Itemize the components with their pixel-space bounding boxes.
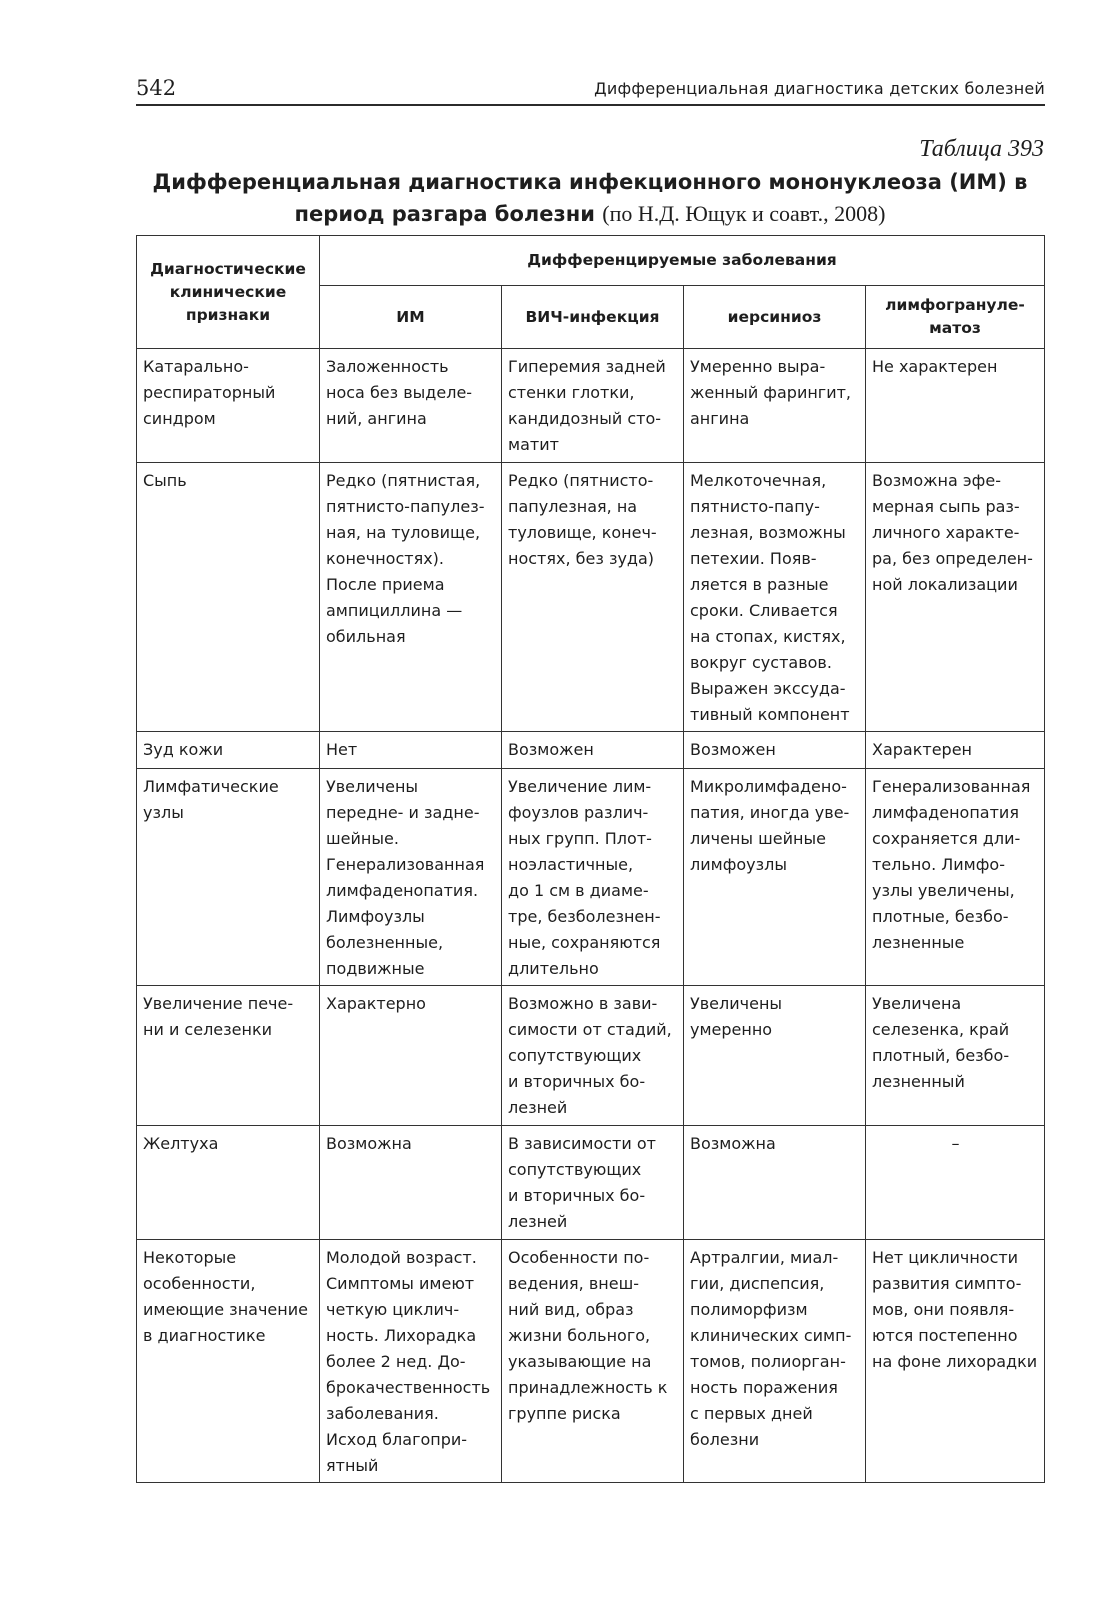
row-cell: Возможна: [320, 1126, 502, 1240]
row-cell: Увеличена селезенка, край плотный, безбо- лезненный: [866, 986, 1045, 1126]
table-row: [137, 986, 1045, 1126]
page-number: 542: [136, 76, 177, 100]
row-feature: Желтуха: [137, 1126, 320, 1240]
row-cell: Возможна эфе- мерная сыпь раз- личного характе- ра, без определен- ной локализации: [866, 463, 1045, 732]
running-title: Дифференциальная диагностика детских болезней: [594, 79, 1045, 98]
row-cell: Нет цикличности развития симпто- мов, они появля- ются постепенно на фоне лихорадки: [866, 1240, 1045, 1483]
row-cell: Редко (пятнисто- папулезная, на туловище, конеч- ностях, без зуда): [502, 463, 684, 732]
row-cell: Редко (пятнистая, пятнисто-папулез- ная, на туловище, конечностях). После приема ампициллина — обильная: [320, 463, 502, 732]
row-cell: –: [866, 1126, 1045, 1240]
row-feature: Катарально- респираторный синдром: [137, 349, 320, 463]
row-cell: Артралгии, миал- гии, диспепсия, полиморфизм клинических симп- томов, полиорган- ность поражения с первых дней болезни: [684, 1240, 866, 1483]
row-cell: Генерализованная лимфаденопатия сохраняется дли- тельно. Лимфо- узлы увеличены, плотные, безбо- лезненные: [866, 769, 1045, 986]
row-cell: Не характерен: [866, 349, 1045, 463]
row-cell: Увеличены умеренно: [684, 986, 866, 1126]
row-feature: Сыпь: [137, 463, 320, 732]
table-title-main: Дифференциальная диагностика инфекционного мононуклеоза (ИМ) в период разгара болезни: [152, 170, 1028, 226]
header-col-hiv: ВИЧ-инфекция: [502, 286, 684, 349]
row-cell: Возможно в зави- симости от стадий, сопутствующих и вторичных бо- лезней: [502, 986, 684, 1126]
row-cell: Возможен: [684, 732, 866, 769]
row-cell: Гиперемия задней стенки глотки, кандидозный сто- матит: [502, 349, 684, 463]
table-row: [137, 349, 1045, 463]
table-header-row: [137, 236, 1045, 286]
row-cell: Характерен: [866, 732, 1045, 769]
header-features: Диагностические клинические признаки: [137, 236, 320, 349]
row-feature: Лимфатические узлы: [137, 769, 320, 986]
differential-diagnosis-table: [136, 235, 1045, 1483]
table-label: Таблица 393: [919, 136, 1044, 162]
table-title: [120, 166, 1060, 230]
table-row: [137, 769, 1045, 986]
table-row: [137, 1240, 1045, 1483]
row-cell: Нет: [320, 732, 502, 769]
row-cell: Характерно: [320, 986, 502, 1126]
table-row: [137, 732, 1045, 769]
header-col-lymphogranulomatosis: лимфогрануле- матоз: [866, 286, 1045, 349]
row-cell: Увеличение лим- фоузлов различ- ных групп. Плот- ноэластичные, до 1 см в диаме- тре, безболезнен- ные, сохраняются длительно: [502, 769, 684, 986]
header-group: Дифференцируемые заболевания: [320, 236, 1045, 286]
header-col-yersiniosis: иерсиниоз: [684, 286, 866, 349]
row-cell: Увеличены передне- и задне- шейные. Генерализованная лимфаденопатия. Лимфоузлы болезненные, подвижные: [320, 769, 502, 986]
row-cell: Возможен: [502, 732, 684, 769]
row-feature: Некоторые особенности, имеющие значение в диагностике: [137, 1240, 320, 1483]
row-cell: Молодой возраст. Симптомы имеют четкую циклич- ность. Лихорадка более 2 нед. До- брокачественность заболевания. Исход благопри- ятный: [320, 1240, 502, 1483]
row-cell: В зависимости от сопутствующих и вторичных бо- лезней: [502, 1126, 684, 1240]
table-title-source: (по Н.Д. Ющук и соавт., 2008): [602, 201, 886, 226]
row-feature: Зуд кожи: [137, 732, 320, 769]
row-cell: Заложенность носа без выделе- ний, ангина: [320, 349, 502, 463]
row-feature: Увеличение пече- ни и селезенки: [137, 986, 320, 1126]
page-header: [136, 70, 1045, 106]
header-col-im: ИМ: [320, 286, 502, 349]
row-cell: Возможна: [684, 1126, 866, 1240]
table-row: [137, 463, 1045, 732]
row-cell: Особенности по- ведения, внеш- ний вид, образ жизни больного, указывающие на принадлежность к группе риска: [502, 1240, 684, 1483]
row-cell: Умеренно выра- женный фарингит, ангина: [684, 349, 866, 463]
row-cell: Мелкоточечная, пятнисто-папу- лезная, возможны петехии. Появ- ляется в разные сроки. Сливается на стопах, кистях, вокруг суставов. Выражен экссуда- тивный компонент: [684, 463, 866, 732]
table-row: [137, 1126, 1045, 1240]
row-cell: Микролимфадено- патия, иногда уве- личены шейные лимфоузлы: [684, 769, 866, 986]
